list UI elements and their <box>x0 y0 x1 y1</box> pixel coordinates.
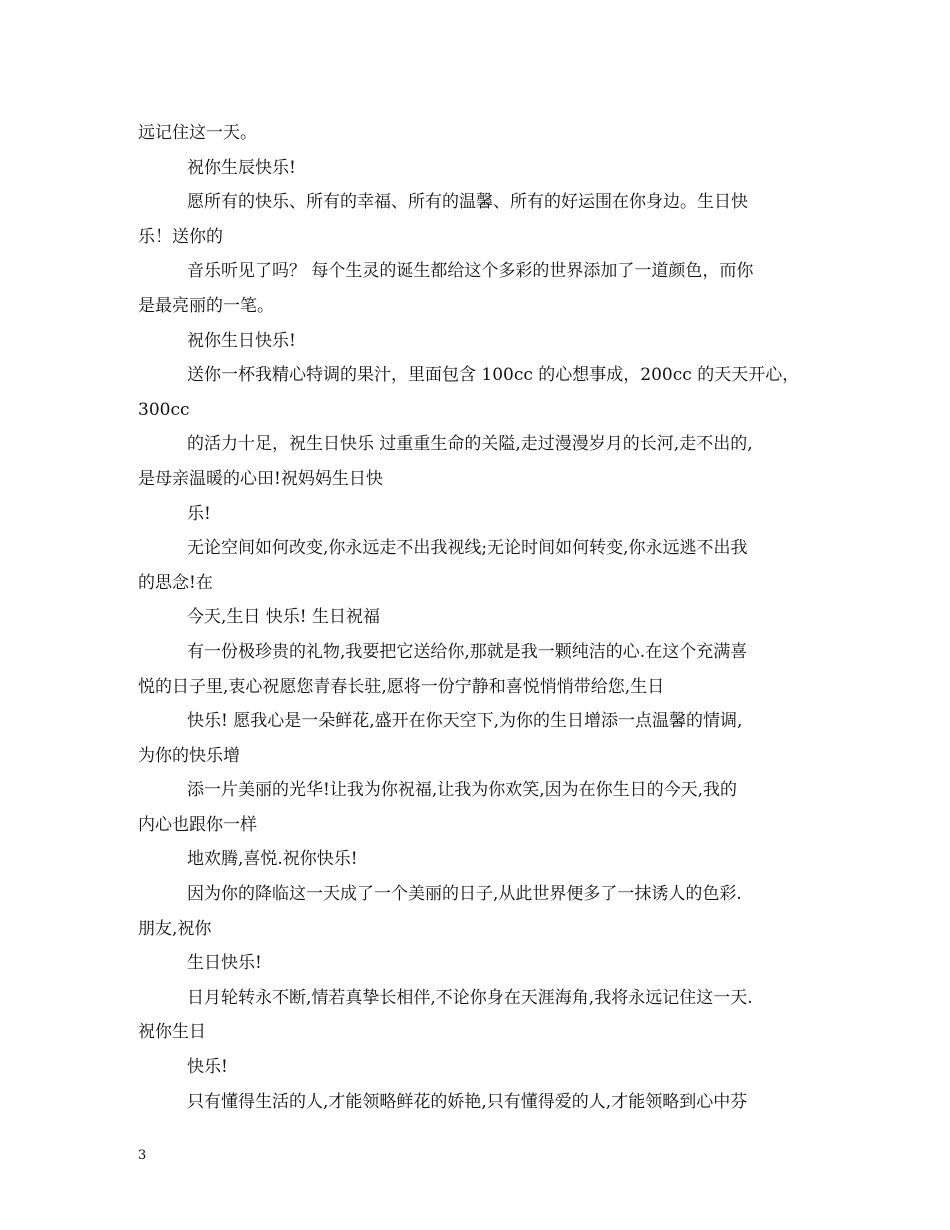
text-line: 的思念!在 <box>138 572 213 593</box>
text-line: 快乐! 愿我心是一朵鲜花,盛开在你天空下,为你的生日增添一点温馨的情调, <box>187 711 743 732</box>
text-line: 300cc <box>138 399 190 420</box>
text-line: 祝你生日快乐! <box>187 330 296 351</box>
text-line: 日月轮转永不断,情若真挚长相伴,不论你身在天涯海角,我将永远记住这一天. <box>187 987 753 1008</box>
text-line: 是最亮丽的一笔。 <box>138 295 274 316</box>
text-line: 今天,生日 快乐! 生日祝福 <box>187 607 381 628</box>
text-line: 快乐! <box>187 1057 228 1078</box>
text-line: 内心也跟你一样 <box>138 814 257 835</box>
text-line: 无论空间如何改变,你永远走不出我视线;无论时间如何转变,你永远逃不出我 <box>187 538 748 559</box>
text-line: 乐! <box>187 503 211 524</box>
text-line: 的活力十足，祝生日快乐 过重重生命的关隘,走过漫漫岁月的长河,走不出的, <box>187 434 753 455</box>
text-line: 愿所有的快乐、所有的幸福、所有的温馨、所有的好运围在你身边。生日快 <box>187 192 748 213</box>
text-line: 因为你的降临这一天成了一个美丽的日子,从此世界便多了一抹诱人的色彩. <box>187 884 742 905</box>
page-number: 3 <box>138 1148 147 1163</box>
text-line: 祝你生日 <box>138 1022 206 1043</box>
text-line: 添一片美丽的光华!让我为你祝福,让我为你欢笑,因为在你生日的今天,我的 <box>187 780 738 801</box>
text-line: 地欢腾,喜悦.祝你快乐! <box>187 849 358 870</box>
text-line: 祝你生辰快乐! <box>187 157 296 178</box>
text-line: 音乐听见了吗？ 每个生灵的诞生都给这个多彩的世界添加了一道颜色，而你 <box>187 261 754 282</box>
text-line: 生日快乐! <box>187 953 262 974</box>
text-line: 送你一杯我精心特调的果汁，里面包含 100cc 的心想事成，200cc 的天天开心， <box>187 365 800 386</box>
text-line: 是母亲温暖的心田!祝妈妈生日快 <box>138 468 383 489</box>
text-line: 有一份极珍贵的礼物,我要把它送给你,那就是我一颗纯洁的心.在这个充满喜 <box>187 641 748 662</box>
text-line: 乐！送你的 <box>138 226 223 247</box>
document-body <box>138 116 818 1119</box>
text-line: 朋友,祝你 <box>138 918 212 939</box>
text-line: 远记住这一天。 <box>138 123 257 143</box>
text-line: 悦的日子里,衷心祝愿您青春长驻,愿将一份宁静和喜悦悄悄带给您,生日 <box>138 676 665 697</box>
text-line: 只有懂得生活的人,才能领略鲜花的娇艳,只有懂得爱的人,才能领略到心中芬 <box>187 1091 748 1112</box>
text-line: 为你的快乐增 <box>138 745 240 766</box>
